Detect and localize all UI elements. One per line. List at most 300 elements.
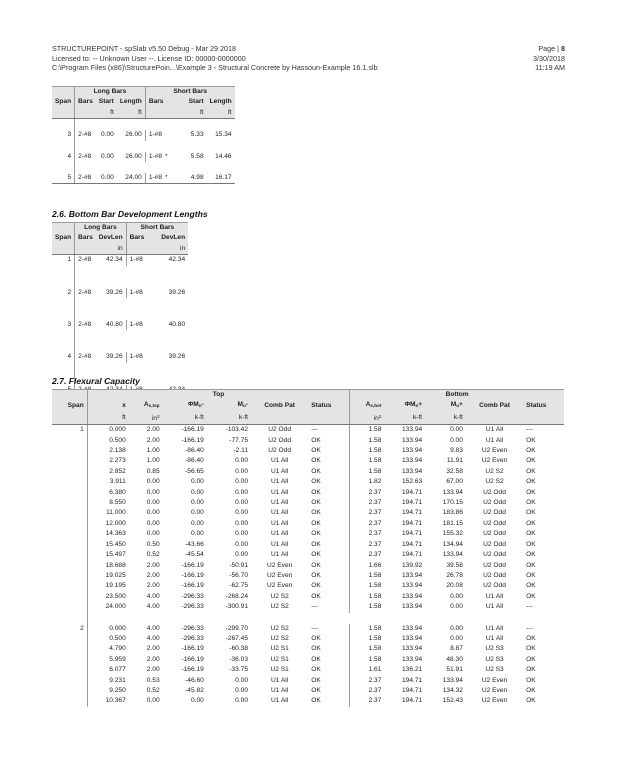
comb-bot: U2 Odd [483, 519, 506, 527]
span-number [52, 477, 87, 487]
mu-bot: 133.94 [442, 488, 463, 496]
mu-top: 0.00 [235, 457, 248, 465]
span-number [52, 508, 87, 518]
table-row [52, 498, 564, 508]
span-number [52, 561, 87, 571]
as-top: 0.50 [146, 540, 160, 548]
status-bot: OK [526, 509, 536, 517]
table-row [52, 152, 235, 162]
table-row [52, 529, 564, 539]
status-bot: --- [526, 624, 533, 632]
as-bot: 1.58 [350, 655, 385, 665]
comb-bot: U1 All [485, 634, 504, 642]
span-number [52, 696, 87, 706]
phimn-bot: 194.71 [401, 697, 423, 705]
table-row [52, 686, 564, 696]
col-long-devlen: DevLen [96, 233, 126, 243]
group-long-bars: Long Bars [75, 87, 146, 98]
short-length: 15.34 [215, 131, 232, 139]
status-top: OK [311, 634, 321, 642]
short-start: 5.58 [190, 152, 204, 160]
comb-bot: U1 All [485, 436, 504, 444]
status-bot: OK [526, 686, 536, 694]
unit-long-length: ft [117, 108, 145, 119]
mu-bot: 155.32 [442, 530, 463, 538]
phimn-bot: 133.94 [401, 603, 423, 611]
mu-bot: 67.00 [446, 478, 463, 486]
status-top: OK [311, 571, 321, 579]
as-bot: 1.58 [350, 436, 385, 446]
phimn-bot: 194.71 [401, 519, 423, 527]
phimn-bot: 136.21 [401, 666, 423, 674]
span-number [52, 686, 87, 696]
mu-top: -267.45 [225, 634, 248, 642]
table-row [52, 676, 564, 686]
long-devlen: 39.26 [106, 288, 123, 296]
short-devlen: 39.26 [168, 353, 186, 361]
x: 18.688 [87, 561, 129, 571]
spacer-row [52, 162, 235, 173]
comb-bot: U2 Even [481, 686, 508, 694]
phimn-top: -166.19 [181, 426, 204, 434]
comb-top: U1 All [271, 467, 289, 475]
header-left [52, 44, 378, 73]
table-row [52, 592, 564, 602]
mu-bot: 134.94 [442, 540, 463, 548]
status-top: OK [311, 686, 321, 694]
unit-short-length: ft [207, 108, 235, 119]
status-top: OK [311, 676, 321, 684]
mu-top: -50.91 [229, 561, 248, 569]
x: 0.500 [87, 436, 129, 446]
phimn-bot: 133.94 [401, 447, 423, 455]
as-top: 2.00 [146, 561, 160, 569]
status-top: OK [311, 551, 321, 559]
x: 15.450 [87, 540, 129, 550]
mu-top: -300.91 [225, 603, 248, 611]
unit-short-devlen: in [147, 244, 188, 255]
x: 12.000 [87, 519, 129, 529]
short-bar-flag [162, 131, 165, 138]
comb-top: U2 Odd [268, 447, 291, 455]
comb-top: U2 Even [266, 582, 293, 590]
long-bars: 2-#8 [78, 353, 92, 361]
mu-top: -299.70 [225, 624, 248, 632]
short-bars: 1-#8 [126, 288, 147, 298]
as-bot: 1.58 [350, 644, 385, 654]
span-number: 2 [52, 288, 75, 298]
span-number: 2 [52, 624, 87, 634]
x: 4.790 [87, 644, 129, 654]
unit-long-devlen: in [96, 244, 126, 255]
table-row [52, 696, 564, 706]
long-devlen: 40.80 [106, 321, 123, 329]
span-number [52, 550, 87, 560]
comb-bot: U2 S3 [485, 666, 504, 674]
table-row [52, 173, 235, 184]
col-mu-top: $M_u-$ [207, 400, 251, 411]
long-bars: 2-#8 [78, 256, 92, 264]
col-long-bars: Bars [75, 233, 96, 243]
phimn-top: -86.40 [185, 457, 204, 465]
group-top: Top [87, 390, 350, 401]
span-number [52, 488, 87, 498]
mu-top: -56.70 [229, 571, 248, 579]
table-row [52, 456, 564, 466]
phimn-top: -296.33 [181, 634, 204, 642]
status-bot: OK [526, 478, 536, 486]
as-bot: 2.37 [350, 498, 385, 508]
span-number [52, 581, 87, 591]
as-bot: 2.37 [350, 508, 385, 518]
x: 11.000 [87, 508, 129, 518]
table-row [52, 467, 564, 477]
phimn-top: 0.00 [190, 530, 204, 538]
table-row [52, 130, 235, 140]
phimn-top: -166.19 [181, 666, 204, 674]
phimn-bot: 133.94 [401, 645, 423, 653]
as-top: 0.00 [146, 509, 160, 517]
comb-top: U2 S1 [270, 655, 289, 663]
dev-length-table [52, 222, 188, 396]
long-devlen: 42.34 [106, 256, 123, 264]
as-bot: 1.58 [350, 602, 385, 612]
col-phimn-bot: $\Phi M_n+$ [384, 400, 425, 411]
mu-bot: 170.15 [442, 499, 463, 507]
table-row [52, 561, 564, 571]
comb-bot: U2 Odd [483, 582, 506, 590]
bar-cutoff-table [52, 86, 235, 184]
as-top: 4.00 [146, 634, 160, 642]
status-bot: OK [526, 488, 536, 496]
status-bot: OK [526, 436, 536, 444]
as-top: 1.00 [146, 447, 160, 455]
as-top: 4.00 [146, 592, 160, 600]
phimn-top: 0.00 [190, 478, 204, 486]
as-top: 4.00 [146, 624, 160, 632]
as-top: 0.00 [146, 499, 160, 507]
x: 0.500 [87, 634, 129, 644]
comb-bot: U2 S2 [485, 467, 504, 475]
header-right [533, 44, 565, 73]
comb-bot: U2 Odd [483, 571, 506, 579]
phimn-top: -296.33 [181, 624, 204, 632]
mu-top: 0.00 [235, 467, 248, 475]
long-length: 26.00 [125, 131, 142, 139]
as-top: 0.00 [146, 478, 160, 486]
comb-bot: U2 S3 [485, 645, 504, 653]
status-bot: OK [526, 666, 536, 674]
phimn-top: -166.19 [181, 582, 204, 590]
mu-bot: 39.58 [446, 561, 463, 569]
phimn-bot: 194.71 [401, 551, 423, 559]
col-short-start: Start [171, 97, 207, 107]
status-top: OK [311, 519, 321, 527]
x: 0.000 [87, 425, 129, 436]
comb-top: U1 All [271, 540, 289, 548]
comb-bot: U2 S3 [485, 655, 504, 663]
mu-top: -62.75 [229, 582, 248, 590]
mu-top: 0.00 [235, 676, 248, 684]
comb-bot: U2 Odd [483, 499, 506, 507]
status-top: OK [311, 582, 321, 590]
phimn-top: -166.19 [181, 571, 204, 579]
status-top: OK [311, 467, 321, 475]
comb-top: U2 S2 [270, 634, 289, 642]
spacer-row [52, 119, 235, 131]
table-row [52, 477, 564, 487]
mu-top: 0.00 [235, 686, 248, 694]
phimn-top: -296.33 [181, 592, 204, 600]
mu-bot: 8.87 [450, 645, 463, 653]
table-row [52, 255, 188, 266]
x: 14.363 [87, 529, 129, 539]
mu-top: -33.75 [229, 666, 248, 674]
short-length: 14.46 [215, 152, 232, 160]
phimn-top: -45.82 [185, 686, 204, 694]
span-number [52, 644, 87, 654]
table-row [52, 634, 564, 644]
col-long-bars: Bars [75, 97, 96, 107]
span-number [52, 456, 87, 466]
phimn-bot: 133.94 [401, 582, 423, 590]
section-title-dev-lengths: 2.6. Bottom Bar Development Lengths [52, 209, 208, 219]
phimn-bot: 152.63 [401, 478, 423, 486]
table-row [52, 644, 564, 654]
long-bars: 2-#8 [78, 288, 92, 296]
status-bot: --- [526, 603, 533, 611]
as-top: 2.00 [146, 436, 160, 444]
comb-top: U2 Even [266, 561, 293, 569]
mu-top: 0.00 [235, 540, 248, 548]
table-row [52, 519, 564, 529]
phimn-bot: 194.71 [401, 509, 423, 517]
x: 19.195 [87, 581, 129, 591]
comb-bot: U2 Odd [483, 488, 506, 496]
status-bot: OK [526, 519, 536, 527]
status-top: --- [311, 624, 318, 632]
spacer-row [52, 363, 188, 374]
comb-top: U2 Even [266, 571, 293, 579]
mu-top: -77.75 [229, 436, 248, 444]
long-length: 24.00 [117, 173, 145, 184]
col-x: x [87, 400, 129, 411]
comb-top: U1 All [271, 551, 289, 559]
span-number [52, 436, 87, 446]
as-top: 2.00 [146, 571, 160, 579]
comb-bot: U2 S2 [485, 478, 504, 486]
status-bot: OK [526, 561, 536, 569]
as-bot: 1.58 [350, 634, 385, 644]
span-number [52, 446, 87, 456]
short-devlen: 40.80 [168, 321, 186, 329]
status-top: OK [311, 499, 321, 507]
mu-bot: 20.08 [446, 582, 463, 590]
status-bot: OK [526, 645, 536, 653]
comb-bot: U1 All [485, 603, 504, 611]
as-bot: 2.37 [350, 696, 385, 706]
table-row [52, 602, 564, 612]
long-start: 0.00 [100, 131, 114, 139]
comb-bot: U2 Even [481, 457, 508, 465]
phimn-bot: 133.94 [401, 571, 423, 579]
x: 2.852 [87, 467, 129, 477]
as-top: 0.00 [146, 488, 160, 496]
status-bot: OK [526, 676, 536, 684]
col-as-bot: $A_{s,bot}$ [350, 400, 385, 411]
mu-bot: 0.00 [450, 592, 463, 600]
col-short-bars: Bars [126, 233, 147, 243]
comb-top: U1 All [271, 519, 289, 527]
as-bot: 1.58 [350, 624, 385, 634]
page-number: 8 [561, 44, 565, 53]
comb-top: U2 S2 [270, 603, 289, 611]
as-top: 4.00 [146, 603, 160, 611]
mu-top: 0.00 [235, 530, 248, 538]
mu-top: -2.11 [233, 447, 248, 455]
col-short-length: Length [207, 97, 235, 107]
comb-bot: U2 Odd [483, 561, 506, 569]
col-status-top: Status [308, 400, 350, 411]
col-short-bars: Bars [145, 97, 170, 107]
x: 8.550 [87, 498, 129, 508]
as-top: 2.00 [146, 426, 160, 434]
status-bot: OK [526, 540, 536, 548]
status-bot: OK [526, 551, 536, 559]
short-start: 4.98 [171, 173, 207, 184]
x: 15.497 [87, 550, 129, 560]
short-bars: 1-#8 * [145, 173, 170, 184]
unit-short-start: ft [171, 108, 207, 119]
as-bot: 1.61 [350, 665, 385, 675]
as-top: 0.52 [146, 551, 160, 559]
mu-top: 0.00 [235, 519, 248, 527]
x: 0.000 [87, 624, 129, 634]
mu-bot: 9.83 [450, 447, 463, 455]
status-top: OK [311, 592, 321, 600]
unit-phimn-top: k-ft [163, 412, 207, 425]
mu-bot: 152.43 [442, 697, 463, 705]
status-bot: OK [526, 571, 536, 579]
mu-bot: 0.00 [450, 624, 463, 632]
as-top: 0.52 [146, 686, 160, 694]
span-number: 3 [52, 320, 75, 330]
span-number [52, 498, 87, 508]
short-bars: 1-#8 [126, 320, 147, 330]
as-bot: 1.66 [350, 561, 385, 571]
short-devlen: 42.34 [168, 256, 186, 264]
comb-bot: U2 Even [481, 676, 508, 684]
comb-top: U1 All [271, 488, 289, 496]
comb-top: U1 All [271, 530, 289, 538]
status-bot: OK [526, 655, 536, 663]
table-row [52, 320, 188, 330]
as-bot: 1.58 [350, 467, 385, 477]
phimn-top: -166.19 [181, 436, 204, 444]
short-bars: 1-#8 * [145, 152, 170, 162]
mu-bot: 181.15 [442, 519, 463, 527]
col-long-start: Start [96, 97, 117, 107]
comb-top: U1 All [271, 676, 289, 684]
mu-top: 0.00 [235, 488, 248, 496]
span-number [52, 540, 87, 550]
long-bars: 2-#8 [78, 321, 92, 329]
as-bot: 1.58 [350, 456, 385, 466]
path-line: C:\Program Files (x86)\StructurePoin...\Example 3 - Structural Concrete by Hassoun-Example 16.1.slb [52, 63, 378, 72]
short-bar-flag: * [165, 174, 168, 182]
col-comb-bot: Comb Pat [466, 400, 523, 411]
phimn-top: -46.60 [185, 676, 204, 684]
phimn-top: -296.33 [181, 603, 204, 611]
col-short-devlen: DevLen [147, 233, 188, 243]
table-row [52, 508, 564, 518]
group-long-bars: Long Bars [75, 223, 127, 234]
phimn-bot: 194.71 [401, 499, 423, 507]
comb-bot: U2 Even [481, 447, 508, 455]
col-status-bot: Status [523, 400, 564, 411]
status-bot: OK [526, 697, 536, 705]
phimn-top: -166.19 [181, 645, 204, 653]
as-top: 2.00 [146, 666, 160, 674]
phimn-top: 0.00 [190, 509, 204, 517]
as-top: 0.85 [146, 467, 160, 475]
phimn-bot: 133.94 [401, 467, 423, 475]
short-bars: 1-#8 [126, 352, 147, 362]
status-bot: OK [526, 582, 536, 590]
spacer-row [52, 266, 188, 277]
comb-bot: U2 Odd [483, 540, 506, 548]
mu-bot: 133.94 [442, 551, 463, 559]
as-top: 0.00 [146, 697, 160, 705]
as-top: 0.00 [146, 519, 160, 527]
long-bars: 2-#8 [75, 173, 96, 184]
x: 9.231 [87, 676, 129, 686]
table-row [52, 288, 188, 298]
phimn-bot: 133.94 [401, 634, 423, 642]
table-row [52, 425, 564, 436]
status-top: OK [311, 655, 321, 663]
table-row [52, 550, 564, 560]
license-line: Licensed to: -- Unknown User --. License ID: 00000-0000000 [52, 53, 246, 63]
mu-top: 0.00 [235, 697, 248, 705]
long-start: 0.00 [100, 152, 114, 160]
status-top: --- [311, 426, 318, 434]
as-bot: 2.37 [350, 540, 385, 550]
short-bars: 1-#8 [126, 255, 147, 266]
status-bot: OK [526, 499, 536, 507]
x: 6.380 [87, 488, 129, 498]
comb-top: U1 All [271, 686, 289, 694]
unit-long-start: ft [96, 108, 117, 119]
phimn-bot: 194.71 [401, 530, 423, 538]
x: 2.273 [87, 456, 129, 466]
phimn-top: 0.00 [190, 697, 204, 705]
phimn-bot: 139.92 [401, 561, 423, 569]
phimn-bot: 133.94 [401, 426, 423, 434]
x: 9.250 [87, 686, 129, 696]
phimn-bot: 133.94 [401, 655, 423, 663]
spacer-row [52, 298, 188, 309]
comb-top: U2 S1 [270, 645, 289, 653]
mu-bot: 0.00 [450, 634, 463, 642]
col-long-length: Length [117, 97, 145, 107]
as-bot: 2.37 [350, 488, 385, 498]
phimn-top: -56.65 [185, 467, 204, 475]
x: 24.000 [87, 602, 129, 612]
status-top: OK [311, 645, 321, 653]
status-top: OK [311, 509, 321, 517]
mu-top: 0.00 [235, 509, 248, 517]
